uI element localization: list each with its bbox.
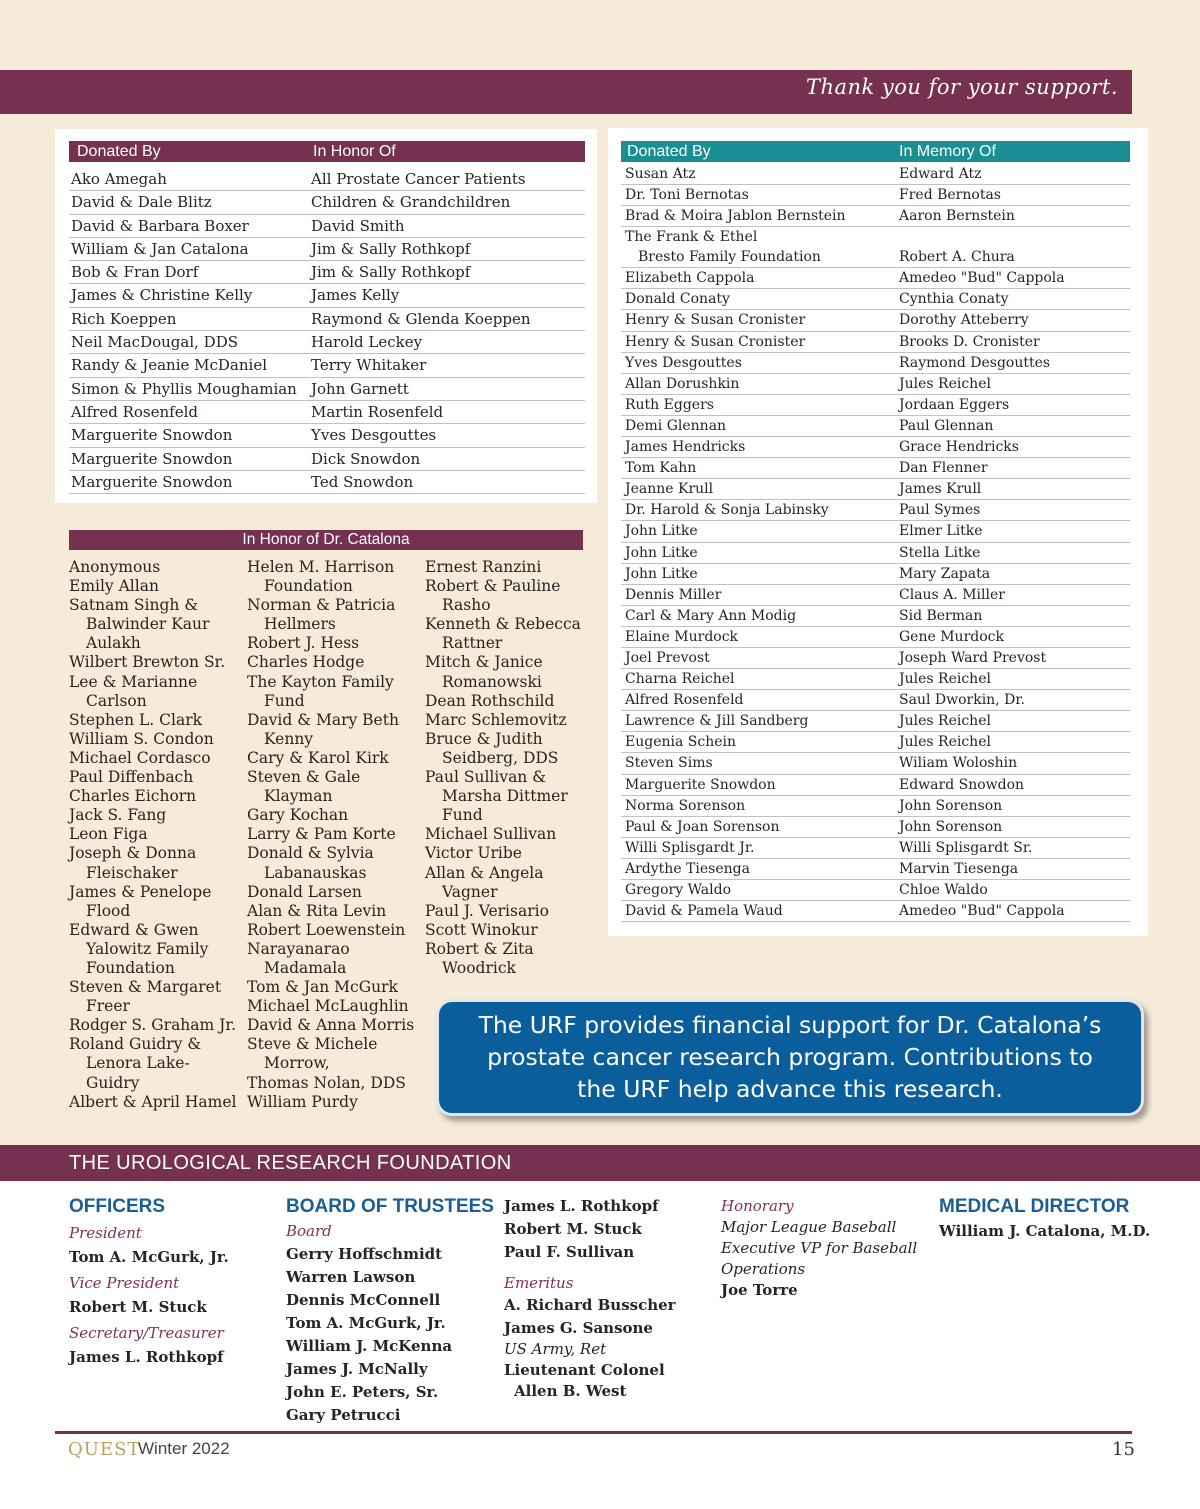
table-row — [69, 471, 585, 494]
donor-name: Cary & Karol Kirk — [247, 748, 389, 767]
catalona-column-1 — [69, 558, 237, 1112]
donor-name: Freer — [86, 997, 130, 1016]
honorary-line-3: Operations — [721, 1260, 806, 1278]
donor-name: Rodger S. Graham Jr. — [69, 1016, 237, 1035]
memorial-cell: Jules Reichel — [899, 671, 991, 688]
honoree-cell: Dick Snowdon — [311, 449, 421, 468]
memorial-cell: Amedeo "Bud" Cappola — [899, 903, 1065, 920]
donor-name: Alan & Rita Levin — [247, 901, 387, 920]
donor-name: Yalowitz Family — [86, 939, 209, 958]
donor-cell: Demi Glennan — [625, 417, 727, 434]
memorial-cell: Claus A. Miller — [899, 586, 1005, 603]
donor-name: Larry & Pam Korte — [247, 825, 396, 844]
donor-name: Mitch & Janice — [425, 653, 543, 672]
memory-table-header — [621, 141, 1130, 162]
donor-name: Robert Loewenstein — [247, 920, 406, 939]
table-row — [621, 458, 1130, 479]
memorial-cell: Willi Splisgardt Sr. — [899, 839, 1033, 856]
top-banner — [0, 70, 1132, 114]
donor-name: Morrow, — [264, 1054, 330, 1073]
donor-name: Paul Sullivan & — [425, 768, 547, 787]
donor-name: Helen M. Harrison — [247, 558, 395, 576]
trustee-name: John E. Peters, Sr. — [286, 1383, 439, 1401]
donor-name: Steven & Margaret — [69, 978, 222, 997]
memorial-cell: Elmer Litke — [899, 523, 983, 540]
memorial-cell: James Krull — [899, 481, 982, 498]
memorial-cell: John Sorenson — [899, 818, 1003, 835]
president-name: Tom A. McGurk, Jr. — [69, 1248, 229, 1266]
donor-cell: Yves Desgouttes — [625, 354, 742, 371]
trustee-name: Gary Petrucci — [286, 1406, 401, 1424]
donor-name: Labanauskas — [264, 863, 367, 882]
donor-name: Allan & Angela — [425, 863, 544, 882]
donor-name: Michael McLaughlin — [247, 997, 409, 1016]
memorial-cell: Grace Hendricks — [899, 439, 1019, 456]
bottom-rule — [55, 1431, 1132, 1434]
table-row — [621, 796, 1130, 817]
donor-cell: David & Pamela Waud — [625, 903, 783, 920]
donor-cell: Dennis Miller — [625, 586, 722, 603]
table-row — [621, 753, 1130, 774]
donor-name: William Purdy — [247, 1092, 358, 1111]
donor-name: Norman & Patricia — [247, 596, 396, 615]
donor-name: Victor Uribe — [425, 844, 522, 863]
urf-callout-line-1: The URF provides financial support for Dr. Catalona’s — [478, 1011, 1102, 1039]
donor-cell: James & Christine Kelly — [71, 286, 253, 305]
donor-cell: Rich Koeppen — [71, 309, 177, 328]
donor-cell: Alfred Rosenfeld — [625, 692, 744, 709]
donor-cell: Joel Prevost — [625, 649, 710, 666]
table-row — [621, 648, 1130, 669]
memorial-cell: Brooks D. Cronister — [899, 333, 1040, 350]
honorary-line-1: Major League Baseball — [721, 1218, 897, 1236]
donor-cell: David & Barbara Boxer — [71, 216, 249, 235]
donor-cell: James Hendricks — [625, 439, 746, 456]
donor-name: David & Mary Beth — [247, 710, 399, 729]
donor-name: Albert & April Hamel — [69, 1092, 237, 1111]
donor-name: Bruce & Judith — [425, 729, 543, 748]
honoree-cell: Martin Rosenfeld — [311, 402, 444, 421]
memorial-cell: Paul Glennan — [899, 417, 994, 434]
medical-director-name: William J. Catalona, M.D. — [939, 1222, 1151, 1240]
memorial-cell: Gene Murdock — [899, 628, 1004, 645]
donor-name: Klayman — [264, 787, 333, 806]
donor-name: Gary Kochan — [247, 806, 349, 825]
memorial-cell: Edward Snowdon — [899, 776, 1025, 793]
emeritus-title-2: US Army, Ret — [504, 1340, 607, 1358]
table-row — [621, 227, 1130, 268]
foundation-band: THE UROLOGICAL RESEARCH FOUNDATION — [0, 1145, 1200, 1181]
table-row — [69, 354, 585, 377]
honor-table-header — [69, 141, 585, 162]
table-row — [69, 168, 585, 191]
trustee-name: Gerry Hoffschmidt — [286, 1245, 443, 1263]
donor-name: Kenny — [264, 729, 314, 748]
table-row — [621, 880, 1130, 901]
donor-cell: The Frank & Ethel — [625, 229, 758, 246]
table-row — [621, 289, 1130, 310]
donor-cell: Elizabeth Cappola — [625, 270, 755, 287]
catalona-header-text: In Honor of Dr. Catalona — [242, 531, 410, 548]
board-names — [286, 1243, 496, 1427]
table-row — [621, 500, 1130, 521]
memorial-cell: Cynthia Conaty — [899, 291, 1009, 308]
emeritus-name-3a: Lieutenant Colonel — [504, 1361, 665, 1379]
page-number: 15 — [1112, 1439, 1135, 1460]
officers-section — [69, 1195, 279, 1367]
donor-cell: John Litke — [625, 544, 698, 561]
thank-you-text: Thank you for your support. — [805, 75, 1118, 99]
table-row — [621, 859, 1130, 880]
board2-names — [504, 1195, 714, 1264]
donor-cell: Dr. Toni Bernotas — [625, 187, 749, 204]
medical-director-section — [939, 1195, 1179, 1241]
table-row — [69, 215, 585, 238]
donor-cell: Marguerite Snowdon — [71, 426, 233, 445]
secretary-name: James L. Rothkopf — [69, 1348, 224, 1366]
table-row — [621, 206, 1130, 227]
honoree-cell: Jim & Sally Rothkopf — [311, 239, 471, 258]
donor-cell: Jeanne Krull — [625, 481, 714, 498]
donor-cell: Norma Sorenson — [625, 797, 746, 814]
donated-by-heading: Donated By — [627, 143, 711, 160]
donor-cell: Carl & Mary Ann Modig — [625, 607, 797, 624]
donor-name: Michael Sullivan — [425, 825, 557, 844]
donor-name: Robert & Pauline — [425, 577, 561, 596]
donor-cell: Lawrence & Jill Sandberg — [625, 713, 809, 730]
memorial-cell: Stella Litke — [899, 544, 981, 561]
donor-cell: Marguerite Snowdon — [71, 472, 233, 491]
table-row — [621, 521, 1130, 542]
table-row — [69, 238, 585, 261]
memorial-cell: Raymond Desgouttes — [899, 354, 1051, 371]
donated-by-heading: Donated By — [77, 143, 161, 160]
donor-name: Flood — [86, 901, 131, 920]
donor-name: Thomas Nolan, DDS — [247, 1073, 406, 1092]
donor-cell: Allan Dorushkin — [625, 375, 740, 392]
donor-cell: Randy & Jeanie McDaniel — [71, 356, 268, 375]
donor-name: Scott Winokur — [425, 920, 538, 939]
donor-cell: Ardythe Tiesenga — [625, 860, 750, 877]
donor-cell: Ako Amegah — [71, 170, 167, 188]
donor-name: Dean Rothschild — [425, 691, 555, 710]
donor-name: Donald & Sylvia — [247, 844, 374, 863]
donor-name: Aulakh — [86, 634, 141, 653]
quest-logo: QUEST — [68, 1439, 141, 1460]
donor-cell: Dr. Harold & Sonja Labinsky — [625, 502, 829, 519]
donor-cell: Paul & Joan Sorenson — [625, 818, 780, 835]
board-section-continued — [504, 1195, 714, 1401]
honorary-line-2: Executive VP for Baseball — [721, 1239, 918, 1257]
table-row — [69, 308, 585, 331]
memorial-cell: Jordaan Eggers — [899, 396, 1010, 413]
donor-cell: Marguerite Snowdon — [625, 776, 776, 793]
board-section — [286, 1195, 496, 1427]
table-row — [69, 448, 585, 471]
table-row — [621, 606, 1130, 627]
donor-cell: Charna Reichel — [625, 671, 735, 688]
catalona-header — [69, 530, 583, 550]
table-row — [69, 331, 585, 354]
donor-name: Michael Cordasco — [69, 748, 211, 767]
memorial-cell: Joseph Ward Prevost — [899, 649, 1047, 666]
memorial-cell: Mary Zapata — [899, 565, 991, 582]
donor-name: Joseph & Donna — [69, 844, 197, 863]
table-row — [621, 775, 1130, 796]
table-row — [621, 732, 1130, 753]
honor-table-panel — [55, 129, 597, 503]
donor-name: Emily Allan — [69, 577, 159, 596]
table-row — [621, 185, 1130, 206]
donor-name: Woodrick — [442, 958, 516, 977]
trustee-name: Robert M. Stuck — [504, 1220, 642, 1238]
table-row — [621, 416, 1130, 437]
table-row — [69, 424, 585, 447]
honoree-cell: Jim & Sally Rothkopf — [311, 263, 471, 282]
donor-name: Steven & Gale — [247, 768, 361, 787]
donor-name: Seidberg, DDS — [442, 748, 559, 767]
memorial-cell: Aaron Bernstein — [899, 208, 1015, 225]
medical-director-title: MEDICAL DIRECTOR — [939, 1196, 1130, 1217]
donor-cell: Susan Atz — [625, 166, 696, 182]
in-memory-of-heading: In Memory Of — [899, 143, 996, 160]
trustee-name: James J. McNally — [286, 1360, 428, 1378]
table-row — [69, 284, 585, 307]
catalona-column-2 — [247, 558, 414, 1112]
donor-name: Fleischaker — [86, 863, 178, 882]
honoree-cell: Harold Leckey — [311, 333, 423, 352]
honoree-cell: Ted Snowdon — [311, 472, 414, 491]
donor-name: Roland Guidry & — [69, 1035, 202, 1054]
donor-cell: Neil MacDougal, DDS — [71, 333, 238, 352]
emeritus-label: Emeritus — [504, 1274, 574, 1292]
table-row — [621, 669, 1130, 690]
honoree-cell: John Garnett — [311, 379, 409, 398]
memorial-cell: Edward Atz — [899, 166, 982, 182]
donor-cell: David & Dale Blitz — [71, 193, 212, 212]
donor-cell: Marguerite Snowdon — [71, 449, 233, 468]
donor-name: Madamala — [264, 958, 347, 977]
donor-name: Charles Hodge — [247, 653, 365, 672]
donor-name: Foundation — [86, 958, 175, 977]
honoree-cell: Terry Whitaker — [311, 356, 427, 375]
board-label: Board — [286, 1222, 332, 1240]
donor-name: Hellmers — [264, 615, 336, 634]
table-row — [621, 838, 1130, 859]
donor-name: David & Anna Morris — [247, 1016, 415, 1035]
donor-name: Robert J. Hess — [247, 634, 360, 653]
memorial-cell: Sid Berman — [899, 607, 983, 624]
table-row — [621, 395, 1130, 416]
table-row — [621, 901, 1130, 922]
table-row — [621, 310, 1130, 331]
donor-name: Edward & Gwen — [69, 920, 199, 939]
memorial-cell: Robert A. Chura — [899, 249, 1015, 266]
donor-cell: Willi Splisgardt Jr. — [625, 839, 755, 856]
donor-cell: Henry & Susan Cronister — [625, 333, 806, 350]
honoree-cell: David Smith — [311, 216, 405, 235]
trustee-name: Tom A. McGurk, Jr. — [286, 1314, 446, 1332]
donor-name: The Kayton Family — [247, 672, 394, 691]
donor-name: Paul J. Verisario — [425, 901, 549, 920]
donor-cell: Bob & Fran Dorf — [71, 263, 199, 282]
urf-callout-box — [436, 999, 1144, 1116]
memorial-cell: Jules Reichel — [899, 713, 991, 730]
secretary-label: Secretary/Treasurer — [69, 1324, 224, 1342]
emeritus-name-1: A. Richard Busscher — [504, 1296, 676, 1314]
honorary-name: Joe Torre — [721, 1281, 798, 1299]
donor-cell: John Litke — [625, 523, 698, 540]
donor-name: Rattner — [442, 634, 503, 653]
emeritus-name-2: James G. Sansone — [504, 1319, 653, 1337]
table-row — [69, 191, 585, 214]
urf-callout-line-2: prostate cancer research program. Contributions to — [487, 1043, 1093, 1071]
donor-name: Marsha Dittmer — [442, 787, 568, 806]
donor-name: Fund — [442, 806, 483, 825]
honoree-cell: All Prostate Cancer Patients — [311, 170, 526, 188]
emeritus-name-3b: Allen B. West — [514, 1382, 627, 1400]
memorial-cell: Saul Dworkin, Dr. — [899, 692, 1025, 709]
donor-cell: Steven Sims — [625, 755, 713, 772]
donor-name: Leon Figa — [69, 825, 148, 844]
donor-name: Kenneth & Rebecca — [425, 615, 581, 634]
donor-cell: William & Jan Catalona — [71, 239, 249, 258]
in-honor-of-heading: In Honor Of — [313, 143, 396, 160]
donor-name: Foundation — [264, 577, 353, 596]
honorary-label: Honorary — [721, 1197, 794, 1215]
table-row — [621, 353, 1130, 374]
table-row — [621, 437, 1130, 458]
vp-label: Vice President — [69, 1274, 180, 1292]
donor-cell: John Litke — [625, 565, 698, 582]
donor-name: Vagner — [442, 882, 498, 901]
memorial-cell: Marvin Tiesenga — [899, 860, 1019, 877]
trustee-name: William J. McKenna — [286, 1337, 453, 1355]
table-row — [621, 690, 1130, 711]
table-row — [621, 332, 1130, 353]
donor-name: Rasho — [442, 596, 491, 615]
donor-name: Satnam Singh & — [69, 596, 199, 615]
president-label: President — [69, 1224, 142, 1242]
table-row — [621, 374, 1130, 395]
memorial-cell: Wiliam Woloshin — [899, 755, 1018, 772]
memory-table-body — [621, 164, 1130, 922]
donor-name: Balwinder Kaur — [86, 615, 210, 634]
table-row — [621, 543, 1130, 564]
donor-cell-continued: Bresto Family Foundation — [638, 249, 821, 266]
memorial-cell: Chloe Waldo — [899, 882, 988, 898]
honoree-cell: Yves Desgouttes — [311, 426, 437, 445]
donor-name: Fund — [264, 691, 305, 710]
donor-name: Steve & Michele — [247, 1035, 378, 1054]
issue-label: Winter 2022 — [138, 1439, 230, 1458]
donor-cell: Elaine Murdock — [625, 628, 739, 645]
donor-name: Lenora Lake- — [86, 1054, 190, 1073]
donor-name: James & Penelope — [69, 882, 212, 901]
officers-title: OFFICERS — [69, 1196, 166, 1217]
table-row — [621, 479, 1130, 500]
catalona-column-3 — [425, 558, 581, 978]
donor-name: Jack S. Fang — [69, 806, 167, 825]
donor-cell: Eugenia Schein — [625, 734, 737, 751]
donor-cell: Ruth Eggers — [625, 396, 714, 413]
table-row — [621, 268, 1130, 289]
trustee-name: Dennis McConnell — [286, 1291, 441, 1309]
donor-cell: Henry & Susan Cronister — [625, 312, 806, 329]
table-row — [621, 164, 1130, 185]
memorial-cell: Jules Reichel — [899, 734, 991, 751]
donor-name: Charles Eichorn — [69, 787, 197, 806]
table-row — [69, 378, 585, 401]
donor-name: Wilbert Brewton Sr. — [69, 653, 226, 672]
honorary-section — [721, 1195, 931, 1301]
donor-name: Donald Larsen — [247, 882, 362, 901]
table-row — [621, 564, 1130, 585]
trustee-name: James L. Rothkopf — [504, 1197, 659, 1215]
memorial-cell: Paul Symes — [899, 502, 981, 519]
vp-name: Robert M. Stuck — [69, 1298, 207, 1316]
urf-callout-line-3: the URF help advance this research. — [577, 1075, 1003, 1103]
memory-table-panel — [608, 128, 1148, 936]
table-row — [69, 261, 585, 284]
memorial-cell: Fred Bernotas — [899, 187, 1001, 204]
memorial-cell: Jules Reichel — [899, 375, 991, 392]
donor-name: Romanowski — [442, 672, 542, 691]
donor-name: Tom & Jan McGurk — [247, 978, 398, 997]
donor-name: Stephen L. Clark — [69, 710, 203, 729]
table-row — [621, 627, 1130, 648]
table-row — [69, 401, 585, 424]
honoree-cell: James Kelly — [311, 286, 400, 305]
donor-name: Lee & Marianne — [69, 672, 198, 691]
donor-cell: Simon & Phyllis Moughamian — [71, 379, 297, 398]
memorial-cell: Dan Flenner — [899, 460, 988, 477]
donor-cell: Alfred Rosenfeld — [71, 402, 198, 421]
table-row — [621, 711, 1130, 732]
honoree-cell: Children & Grandchildren — [311, 193, 511, 212]
memorial-cell: Amedeo "Bud" Cappola — [899, 270, 1065, 287]
donor-name: Narayanarao — [247, 939, 350, 958]
donor-cell: Tom Kahn — [625, 460, 697, 477]
donor-name: Robert & Zita — [425, 939, 534, 958]
donor-name: Carlson — [86, 691, 147, 710]
donor-name: William S. Condon — [69, 729, 214, 748]
honor-table-body — [69, 168, 585, 494]
donor-name: Marc Schlemovitz — [425, 710, 567, 729]
table-row — [621, 817, 1130, 838]
donor-name: Guidry — [86, 1073, 140, 1092]
trustee-name: Warren Lawson — [286, 1268, 416, 1286]
memorial-cell: John Sorenson — [899, 797, 1003, 814]
board-title: BOARD OF TRUSTEES — [286, 1196, 494, 1217]
donor-cell: Brad & Moira Jablon Bernstein — [625, 208, 846, 225]
donor-name: Anonymous — [69, 558, 161, 576]
honoree-cell: Raymond & Glenda Koeppen — [311, 309, 531, 328]
trustee-name: Paul F. Sullivan — [504, 1243, 635, 1261]
donor-cell: Gregory Waldo — [625, 882, 731, 898]
donor-name: Paul Diffenbach — [69, 768, 194, 787]
donor-name: Ernest Ranzini — [425, 558, 542, 576]
table-row — [621, 585, 1130, 606]
memorial-cell: Dorothy Atteberry — [899, 312, 1029, 329]
donor-cell: Donald Conaty — [625, 291, 730, 308]
